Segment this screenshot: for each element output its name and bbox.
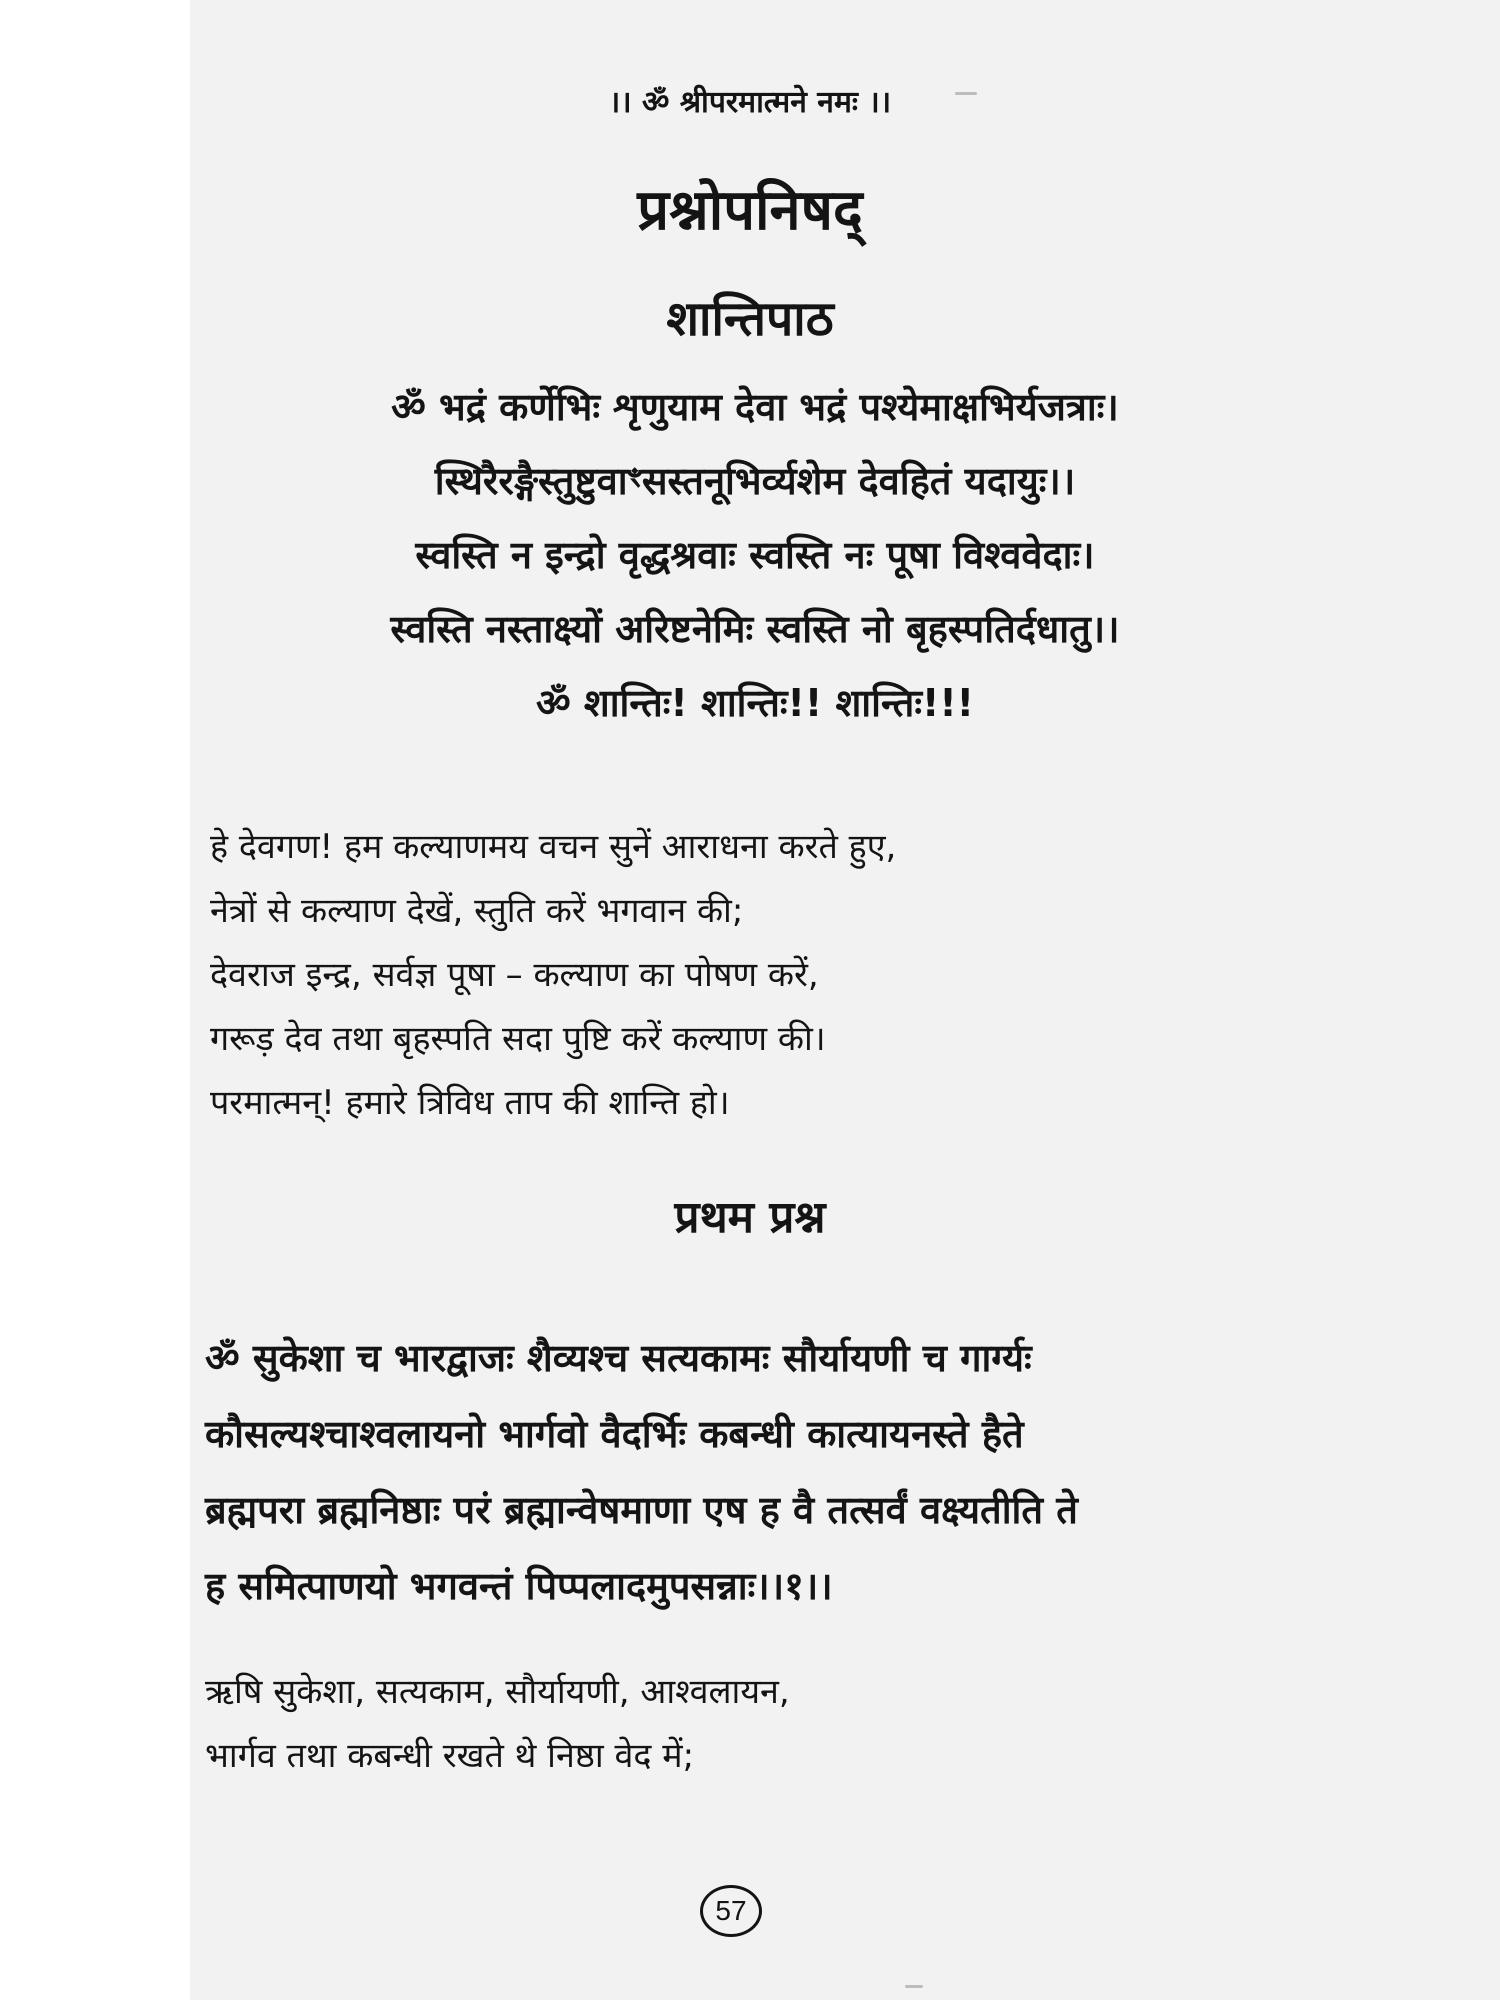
translation-line: हे देवगण! हम कल्याणमय वचन सुनें आराधना करते हुए, (210, 827, 897, 867)
mantra-line: ॐ शान्तिः! शान्तिः!! शान्तिः!!! (535, 681, 975, 725)
verse-line: ह समित्पाणयो भगवन्तं पिप्पलादमुपसन्नाः।।१।। (205, 1564, 833, 1608)
verse-1 (205, 1320, 1265, 1624)
translation-line: ऋषि सुकेशा, सत्यकाम, सौर्यायणी, आश्वलायन, (205, 1672, 790, 1712)
shanti-path-heading: शान्तिपाठ (666, 291, 834, 347)
page-number: 57 (700, 1885, 762, 1937)
verse-1-translation (205, 1660, 1205, 1788)
translation-line: भार्गव तथा कबन्धी रखते थे निष्ठा वेद में; (205, 1736, 695, 1776)
mantra-line: ॐ भद्रं कर्णेभिः शृणुयाम देवा भद्रं पश्येमाक्षभिर्यजत्राः। (391, 385, 1119, 429)
mantra-line: स्थिरैरङ्गैस्तुष्टुवाꣳसस्तनूभिर्व्यशेम देवहितं यदायुः।। (434, 459, 1076, 503)
translation-line: गरूड़ देव तथा बृहस्पति सदा पुष्टि करें कल्याण की। (210, 1019, 826, 1059)
section-heading: प्रथम प्रश्न (674, 1192, 826, 1243)
translation-line: परमात्मन्! हमारे त्रिविध ताप की शान्ति हो। (210, 1083, 730, 1123)
verse-line: कौसल्यश्चाश्वलायनो भार्गवो वैदर्भिः कबन्धी कात्यायनस्ते हैते (205, 1412, 1024, 1456)
translation-line: देवराज इन्द्र, सर्वज्ञ पूषा – कल्याण का पोषण करें, (210, 955, 819, 995)
shanti-mantra (230, 370, 1280, 740)
page-title: प्रश्नोपनिषद् (637, 178, 863, 243)
invocation-line: ।। ॐ श्रीपरमात्मने नमः ।। (608, 85, 892, 120)
scan-smudge (955, 92, 977, 95)
verse-line: ॐ सुकेशा च भारद्वाजः शैव्यश्च सत्यकामः सौर्यायणी च गार्ग्यः (205, 1336, 1032, 1380)
verse-line: ब्रह्मपरा ब्रह्मनिष्ठाः परं ब्रह्मान्वेषमाणा एष ह वै तत्सर्वं वक्ष्यतीति ते (205, 1488, 1078, 1532)
shanti-translation (210, 815, 1210, 1135)
translation-line: नेत्रों से कल्याण देखें, स्तुति करें भगवान की; (210, 891, 744, 931)
mantra-line: स्वस्ति न इन्द्रो वृद्धश्रवाः स्वस्ति नः पूषा विश्ववेदाः। (415, 533, 1095, 577)
mantra-line: स्वस्ति नस्ताक्ष्यों अरिष्टनेमिः स्वस्ति नो बृहस्पतिर्दधातु।। (390, 607, 1120, 651)
scan-smudge (905, 1985, 923, 1988)
